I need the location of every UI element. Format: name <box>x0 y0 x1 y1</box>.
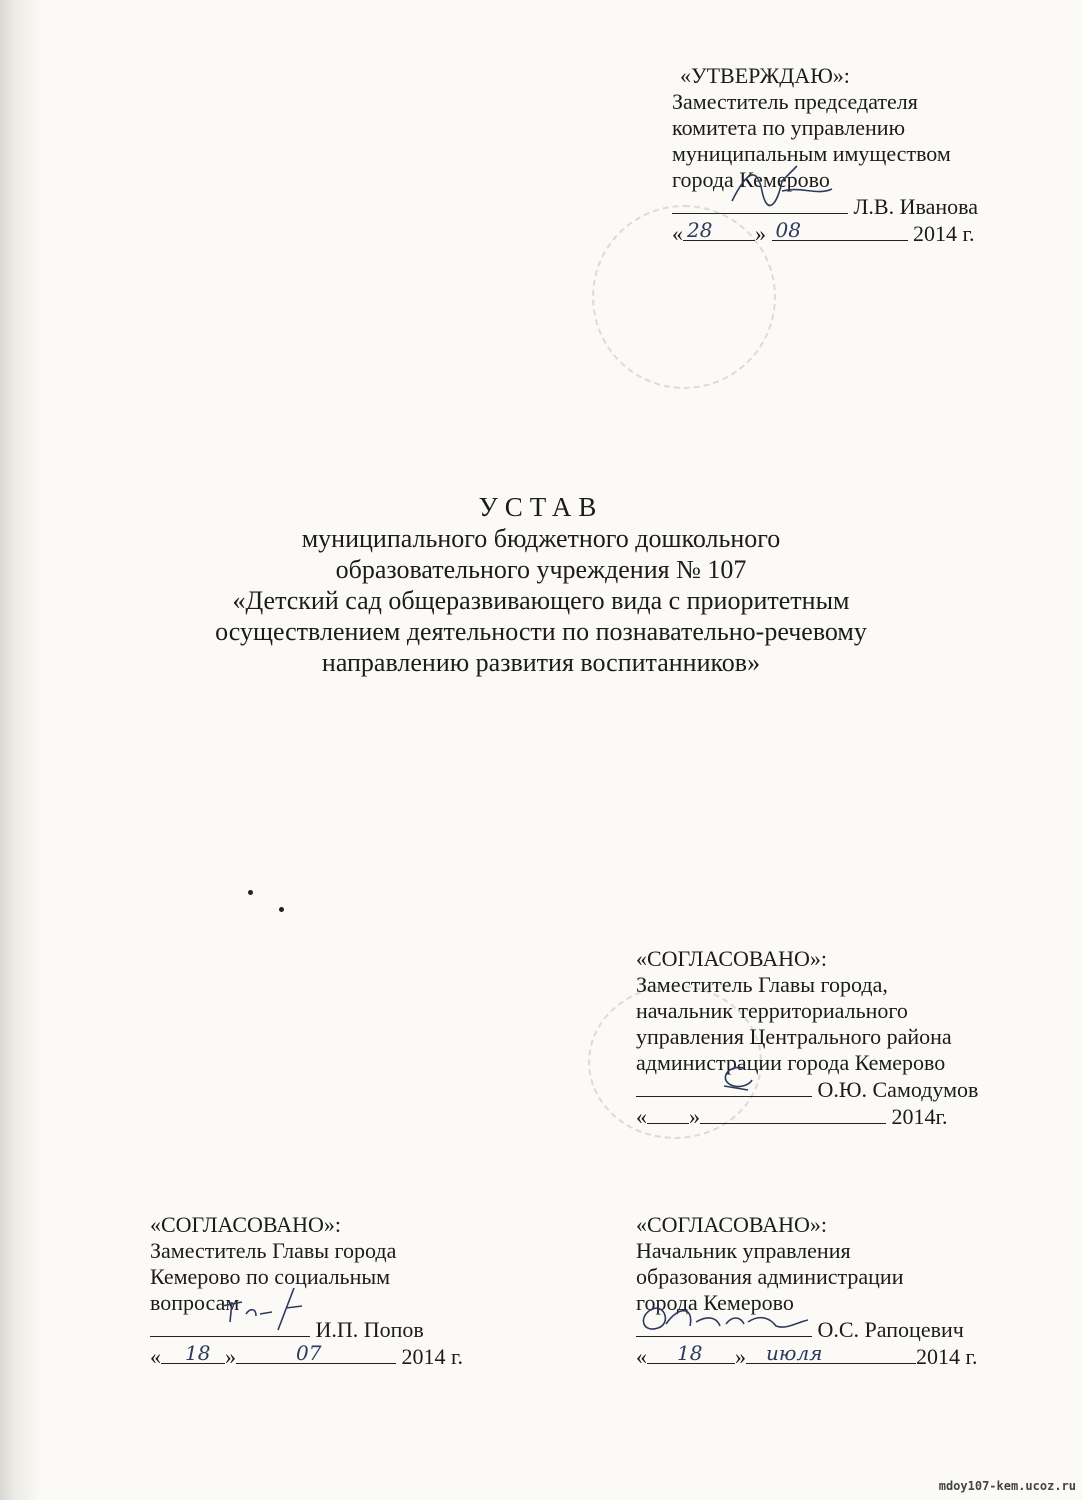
handwritten-month: 08 <box>775 218 801 242</box>
agreement-line: администрации города Кемерово <box>636 1050 946 1075</box>
site-watermark-url: mdoy107-kem.ucoz.ru <box>938 1479 1076 1493</box>
title-line: осуществлением деятельности по познавательно-речевому <box>215 617 867 646</box>
agreement-line: Начальник управления <box>636 1238 851 1263</box>
scan-speck <box>248 890 253 895</box>
approval-block: «УТВЕРЖДАЮ»: Заместитель председателя комитета по управлению муниципальным имуществом города Кемерово Л.В. Иванова « 28 » 08 2014 г. <box>672 63 978 246</box>
agreement-name: О.Ю. Самодумов <box>817 1077 979 1102</box>
title-line: муниципального бюджетного дошкольного <box>301 524 781 553</box>
approval-heading: «УТВЕРЖДАЮ»: <box>680 63 850 88</box>
agreement-block-central: «СОГЛАСОВАНО»: Заместитель Главы города, начальник территориального управления Центрального района администрации города Кемерово О.Ю. Самодумов « » 2014г. <box>636 946 979 1129</box>
handwritten-signature <box>636 1300 812 1336</box>
handwritten-signature <box>704 1060 764 1094</box>
agreement-line: образования администрации <box>636 1264 904 1289</box>
agreement-line: Кемерово по социальным <box>150 1264 391 1289</box>
handwritten-day: 18 <box>185 1341 211 1365</box>
signature-line <box>636 1316 812 1337</box>
agreement-year: 2014 г. <box>401 1344 464 1369</box>
signature-line <box>636 1076 812 1097</box>
approval-year: 2014 г. <box>913 221 975 246</box>
agreement-line: начальник территориального <box>636 998 908 1023</box>
agreement-heading: «СОГЛАСОВАНО»: <box>150 1212 341 1237</box>
agreement-block-education: «СОГЛАСОВАНО»: Начальник управления образования администрации города Кемерово О.С. Рапоцевич « 18 » июля 2014 г. <box>636 1212 978 1369</box>
agreement-name: О.С. Рапоцевич <box>817 1317 964 1342</box>
handwritten-day: 28 <box>687 218 713 242</box>
agreement-line: вопросам <box>150 1290 240 1315</box>
approval-line: комитета по управлению <box>672 115 906 140</box>
scan-speck <box>279 907 284 912</box>
title-line: образовательного учреждения № 107 <box>335 555 747 584</box>
approver-name: Л.В. Иванова <box>853 194 978 219</box>
agreement-year: 2014г. <box>891 1104 948 1129</box>
signature-line <box>150 1316 310 1337</box>
title-line: «Детский сад общеразвивающего вида с приоритетным <box>232 586 850 615</box>
approval-line: муниципальным имуществом <box>672 141 951 166</box>
document-title <box>0 492 1082 678</box>
agreement-line: Заместитель Главы города <box>150 1238 397 1263</box>
approval-line: города Кемерово <box>672 167 830 192</box>
agreement-line: управления Центрального района <box>636 1024 952 1049</box>
agreement-line: Заместитель Главы города, <box>636 972 888 997</box>
handwritten-day: 18 <box>677 1341 703 1365</box>
signature-line <box>672 193 848 214</box>
agreement-heading: «СОГЛАСОВАНО»: <box>636 1212 827 1237</box>
scan-shadow-edge <box>0 0 42 1500</box>
approval-line: Заместитель председателя <box>672 89 918 114</box>
agreement-block-social: «СОГЛАСОВАНО»: Заместитель Главы города Кемерово по социальным вопросам И.П. Попов « 18 » 07 2014 г. <box>150 1212 464 1369</box>
agreement-year: 2014 г. <box>916 1344 978 1369</box>
title-main: УСТАВ <box>478 492 604 522</box>
handwritten-signature <box>722 161 842 211</box>
agreement-line: города Кемерово <box>636 1290 794 1315</box>
handwritten-month: июля <box>766 1341 823 1365</box>
agreement-name: И.П. Попов <box>315 1317 424 1342</box>
handwritten-signature <box>216 1284 306 1332</box>
handwritten-month: 07 <box>296 1341 322 1365</box>
agreement-heading: «СОГЛАСОВАНО»: <box>636 946 827 971</box>
title-line: направлению развития воспитанников» <box>321 648 761 677</box>
